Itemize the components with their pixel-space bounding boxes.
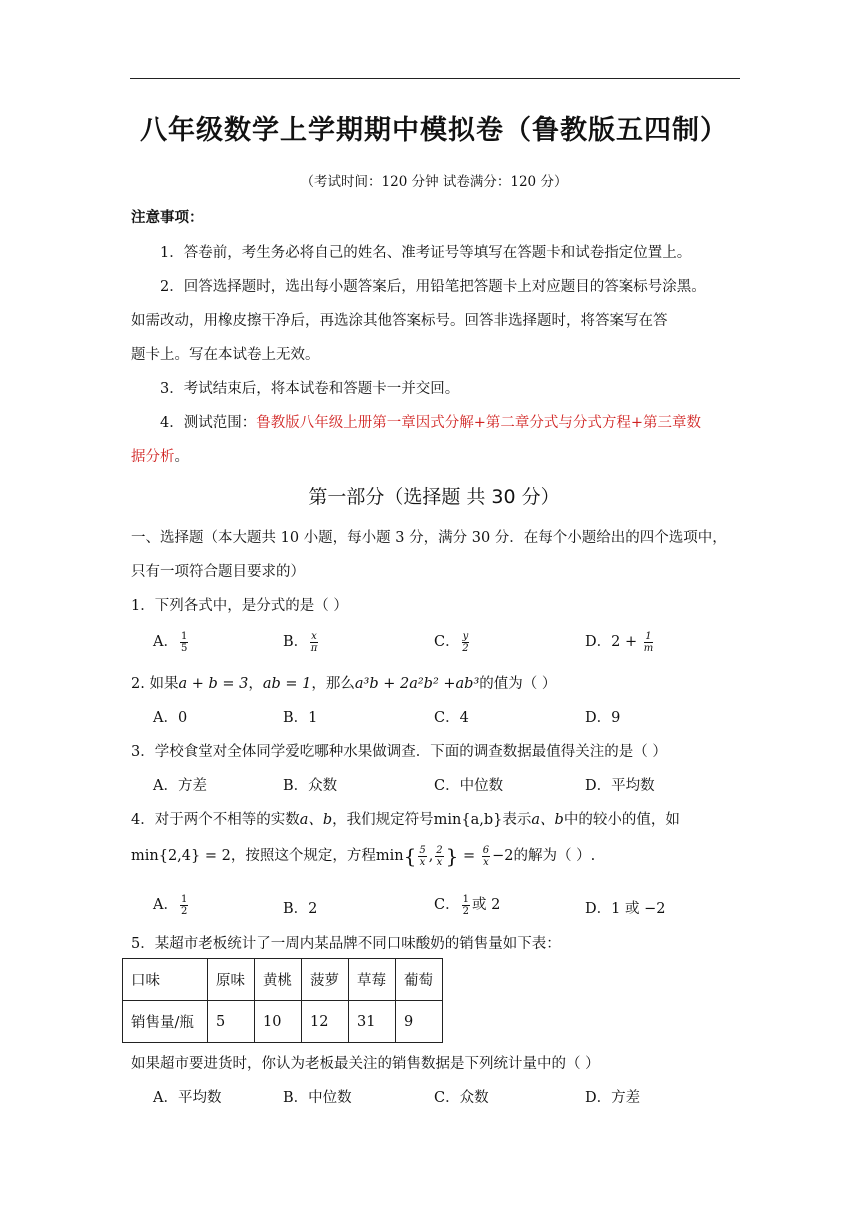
text: = xyxy=(458,848,480,864)
q2-option-b[interactable]: B．1 xyxy=(283,710,318,726)
q5-option-c[interactable]: C．众数 xyxy=(434,1090,489,1106)
denominator: 2 xyxy=(180,905,188,917)
q3-option-a[interactable]: A．方差 xyxy=(153,778,207,794)
q3-stem: 3．学校食堂对全体同学爱吃哪种水果做调查．下面的调查数据最值得关注的是（ ） xyxy=(131,744,667,760)
math-expression: a、b xyxy=(299,812,333,828)
q2-stem xyxy=(131,672,556,693)
option-label: A． xyxy=(153,634,178,650)
exam-info: （考试时间：120 分钟 试卷满分：120 分） xyxy=(300,174,568,190)
table-cell: 菠萝 xyxy=(302,959,349,1001)
table-cell: 黄桃 xyxy=(255,959,302,1001)
numerator: 2 xyxy=(436,844,443,856)
q1-option-a[interactable] xyxy=(153,630,190,654)
fraction xyxy=(180,894,188,917)
sales-table xyxy=(122,958,443,1043)
option-label: C． xyxy=(434,634,460,650)
denominator: m xyxy=(643,642,654,654)
header-rule xyxy=(130,78,740,79)
q4-stem xyxy=(131,808,680,829)
numerator: 1 xyxy=(462,893,469,905)
table-cell: 10 xyxy=(255,1001,302,1043)
q3-option-b[interactable]: B．众数 xyxy=(283,778,338,794)
option-label: D． xyxy=(585,634,612,650)
text: 2. 如果 xyxy=(131,676,179,692)
notice-2: 2．回答选择题时，选出每小题答案后，用铅笔把答题卡上对应题目的答案标号涂黑。 xyxy=(160,279,706,295)
table-cell: 销售量/瓶 xyxy=(123,1001,208,1043)
period: 。 xyxy=(174,449,189,465)
fraction xyxy=(418,845,426,868)
q4-option-d[interactable]: D．1 或 −2 xyxy=(585,901,666,917)
text: ，我们规定符号 xyxy=(332,812,434,828)
numerator: 1 xyxy=(645,630,652,642)
text: 表示 xyxy=(502,812,532,828)
notice-4 xyxy=(160,411,701,432)
notice-heading: 注意事项： xyxy=(131,210,204,226)
q5-stem: 5．某超市老板统计了一周内某品牌不同口味酸奶的销售量如下表： xyxy=(131,936,561,952)
q5-option-a[interactable]: A．平均数 xyxy=(153,1090,222,1106)
math-expression: a + b = 3 xyxy=(178,676,249,692)
option-label: B． xyxy=(283,634,309,650)
q3-option-d[interactable]: D．平均数 xyxy=(585,778,655,794)
table-cell: 口味 xyxy=(123,959,208,1001)
numerator: 5 xyxy=(419,844,426,856)
fraction xyxy=(310,631,318,654)
fraction xyxy=(462,631,470,654)
q1-option-d[interactable] xyxy=(585,630,655,654)
text: 的值为（ ） xyxy=(479,676,557,692)
text: ， xyxy=(248,676,263,692)
notice-3: 3．考试结束后，将本试卷和答题卡一并交回。 xyxy=(160,381,460,397)
section-title: 第一部分（选择题 共 30 分） xyxy=(308,486,560,508)
numerator: 6 xyxy=(482,844,490,856)
table-cell: 5 xyxy=(208,1001,255,1043)
test-scope-end: 据分析 xyxy=(131,449,175,465)
q5-option-b[interactable]: B．中位数 xyxy=(283,1090,352,1106)
option-label: A． xyxy=(153,897,178,913)
q4-option-c[interactable] xyxy=(434,893,500,917)
math-expression: a³b + 2a²b² +ab³ xyxy=(354,676,480,692)
denominator: x xyxy=(436,856,443,868)
denominator: 5 xyxy=(180,642,188,654)
notice-2-cont: 如需改动，用橡皮擦干净后，再选涂其他答案标号。回答非选择题时，将答案写在答 xyxy=(131,313,668,329)
q1-option-b[interactable] xyxy=(283,630,320,654)
denominator: 2 xyxy=(462,642,469,654)
text: 中的较小的值，如 xyxy=(563,812,680,828)
q2-option-a[interactable]: A．0 xyxy=(153,710,188,726)
fraction xyxy=(644,631,653,654)
expression: 2 + xyxy=(611,634,642,650)
q5-option-d[interactable]: D．方差 xyxy=(585,1090,641,1106)
text: ，按照这个规定，方程 xyxy=(230,848,376,864)
denominator: 2 xyxy=(462,905,469,917)
math-expression: min{a,b} xyxy=(433,812,503,828)
part1-instructions: 一、选择题（本大题共 10 小题，每小题 3 分，满分 30 分．在每个小题给出的四个选项中， xyxy=(131,530,727,546)
table-row xyxy=(123,1001,443,1043)
text: ，那么 xyxy=(311,676,355,692)
q2-option-d[interactable]: D．9 xyxy=(585,710,621,726)
text: −2的解为（ ）. xyxy=(492,848,596,864)
q3-option-c[interactable]: C．中位数 xyxy=(434,778,504,794)
table-cell: 草莓 xyxy=(349,959,396,1001)
q4-option-a[interactable] xyxy=(153,893,190,917)
numerator: x xyxy=(311,630,317,642)
page-title: 八年级数学上学期期中模拟卷（鲁教版五四制） xyxy=(140,115,728,146)
option-label: C． xyxy=(434,897,460,913)
q4-option-b[interactable]: B．2 xyxy=(283,901,318,917)
part1-instructions-cont: 只有一项符合题目要求的） xyxy=(131,564,305,580)
table-cell: 9 xyxy=(396,1001,443,1043)
math-expression: a、b xyxy=(531,812,564,828)
numerator: 1 xyxy=(180,893,188,905)
denominator: x xyxy=(483,856,489,868)
notice-1: 1．答卷前，考生务必将自己的姓名、准考证号等填写在答题卡和试卷指定位置上。 xyxy=(160,245,692,261)
notice-4-prefix: 4．测试范围： xyxy=(160,415,257,431)
fraction xyxy=(435,845,443,868)
table-cell: 31 xyxy=(349,1001,396,1043)
table-cell: 葡萄 xyxy=(396,959,443,1001)
notice-2-end: 题卡上。写在本试卷上无效。 xyxy=(131,347,320,363)
text: 或 2 xyxy=(471,897,501,913)
q2-option-c[interactable]: C．4 xyxy=(434,710,469,726)
test-scope: 鲁教版八年级上册第一章因式分解+第二章分式与分式方程+第三章数 xyxy=(256,415,702,431)
q4-stem-cont: min{2,4} = 2，按照这个规定，方程min{ $\frac{5}{x}$ , $\frac{2}{x}$ } = $\frac{6}{x}$ −2的解为（ ）. xyxy=(131,844,596,868)
math-expression: min xyxy=(375,848,404,864)
fraction xyxy=(482,845,490,868)
numerator: 1 xyxy=(180,630,188,642)
notice-4-cont xyxy=(131,445,189,466)
text: 4．对于两个不相等的实数 xyxy=(131,812,300,828)
denominator: π xyxy=(310,642,318,654)
math-expression: ab = 1 xyxy=(262,676,312,692)
fraction xyxy=(462,894,470,917)
table-cell: 12 xyxy=(302,1001,349,1043)
fraction xyxy=(180,631,188,654)
math-expression: min{2,4} = 2 xyxy=(131,848,231,864)
q5-question: 如果超市要进货时，你认为老板最关注的销售数据是下列统计量中的（ ） xyxy=(131,1056,600,1072)
denominator: x xyxy=(419,856,426,868)
numerator: y xyxy=(462,630,469,642)
table-row xyxy=(123,959,443,1001)
q1-option-c[interactable] xyxy=(434,630,471,654)
q1-stem: 1．下列各式中，是分式的是（ ） xyxy=(131,598,348,614)
table-cell: 原味 xyxy=(208,959,255,1001)
